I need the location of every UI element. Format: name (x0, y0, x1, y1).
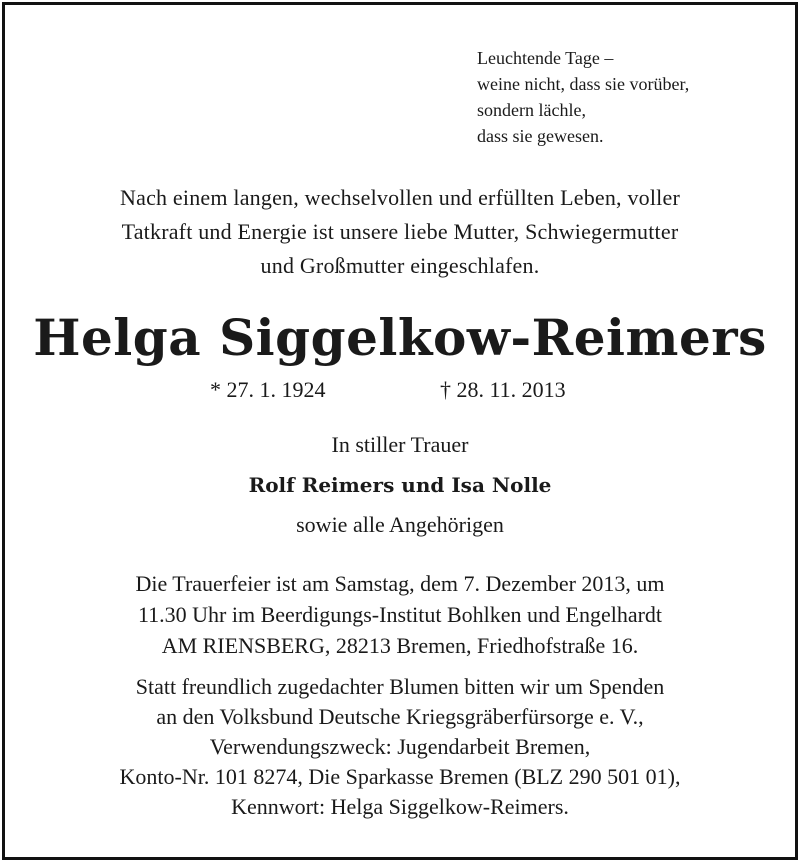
birth-date: * 27. 1. 1924 (210, 377, 326, 402)
intro-line: Nach einem langen, wechselvollen und erfüllten Leben, voller (120, 185, 680, 210)
memorial-poem (477, 45, 689, 149)
mourning-section (5, 425, 795, 545)
mourning-heading: In stiller Trauer (331, 432, 469, 457)
donation-line: Verwendungszweck: Jugendarbeit Bremen, (209, 734, 591, 759)
donation-line: Statt freundlich zugedachter Blumen bitten wir um Spenden (135, 674, 665, 699)
intro-text (5, 181, 795, 283)
deceased-name: Helga Siggelkow-Reimers (33, 308, 767, 367)
poem-line: weine nicht, dass sie vorüber, (477, 74, 690, 94)
ceremony-line: AM RIENSBERG, 28213 Bremen, Friedhofstraße 16. (161, 633, 639, 658)
donation-request (5, 672, 795, 822)
ceremony-line: Die Trauerfeier ist am Samstag, dem 7. Dezember 2013, um (135, 571, 665, 596)
donation-line: Kennwort: Helga Siggelkow-Reimers. (231, 794, 569, 819)
relatives-line: sowie alle Angehörigen (296, 512, 504, 537)
donation-line: Konto-Nr. 101 8274, Die Sparkasse Bremen (BLZ 290 501 01), (119, 764, 681, 789)
mourners-names: Rolf Reimers und Isa Nolle (248, 473, 552, 497)
poem-line: dass sie gewesen. (477, 126, 604, 146)
ceremony-info (5, 568, 795, 661)
intro-line: und Großmutter eingeschlafen. (260, 253, 540, 278)
donation-line: an den Volksbund Deutsche Kriegsgräberfürsorge e. V., (156, 704, 644, 729)
poem-line: sondern lächle, (477, 100, 586, 120)
intro-line: Tatkraft und Energie ist unsere liebe Mutter, Schwiegermutter (121, 219, 679, 244)
obituary-notice (2, 2, 798, 860)
ceremony-line: 11.30 Uhr im Beerdigungs-Institut Bohlken und Engelhardt (137, 602, 663, 627)
poem-line: Leuchtende Tage – (477, 48, 614, 68)
death-date: † 28. 11. 2013 (440, 377, 566, 402)
